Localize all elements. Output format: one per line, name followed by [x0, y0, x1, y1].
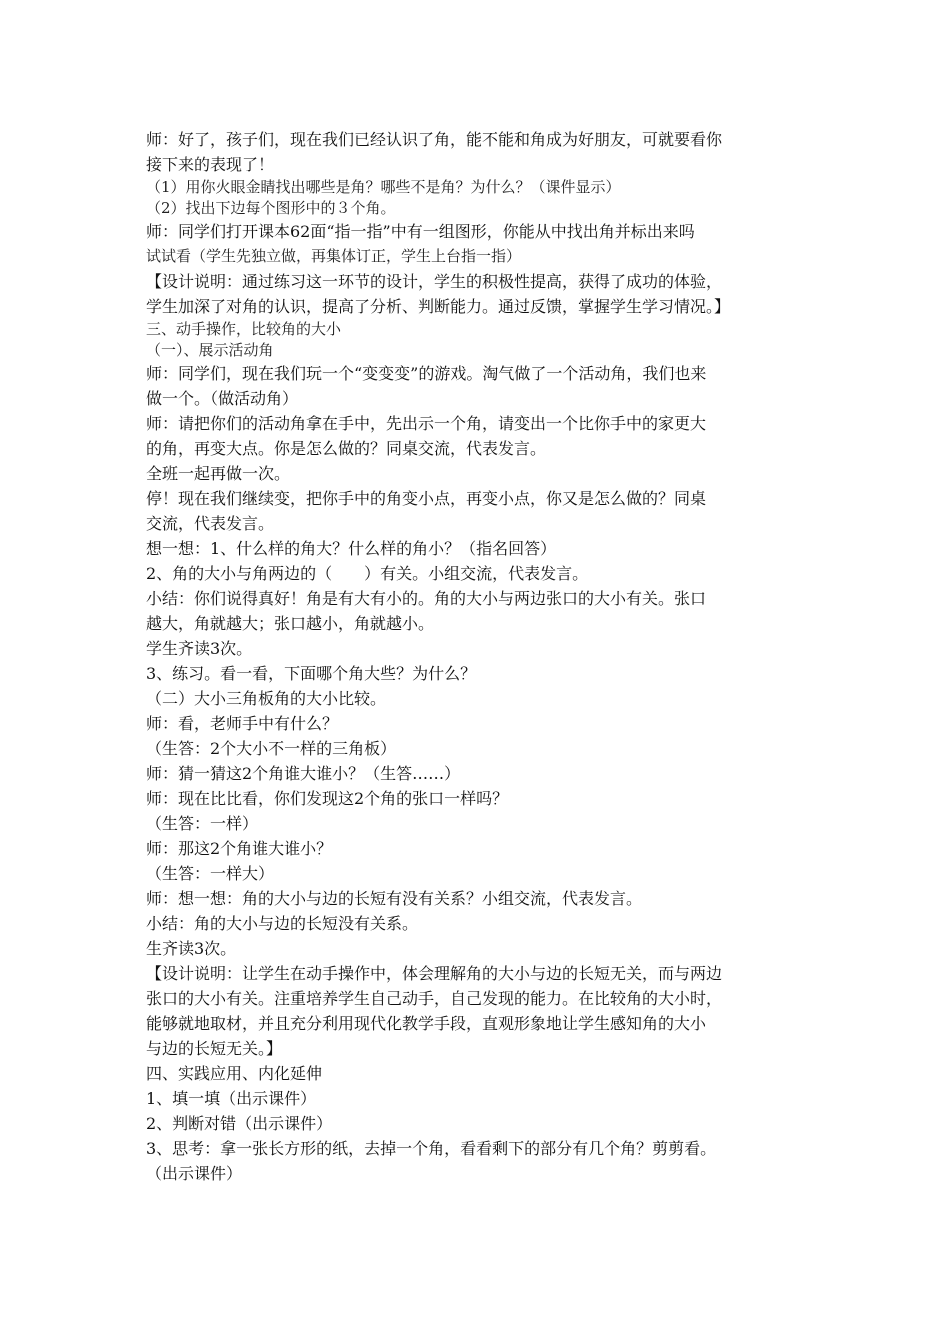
- text-line: 2、判断对错（出示课件）: [146, 1114, 333, 1133]
- text-line: 师：猜一猜这2个角谁大谁小？（生答……）: [146, 764, 461, 783]
- text-line: 越大，角就越大；张口越小，角就越小。: [146, 614, 435, 633]
- text-line: 能够就地取材，并且充分利用现代化教学手段，直观形象地让学生感知角的大小: [146, 1014, 707, 1033]
- text-line: 师：请把你们的活动角拿在手中，先出示一个角，请变出一个比你手中的家更大: [146, 414, 707, 433]
- text-line: （出示课件）: [146, 1164, 243, 1183]
- text-line: 全班一起再做一次。: [146, 464, 291, 483]
- text-line: 四、实践应用、内化延伸: [146, 1064, 323, 1083]
- text-line: 2、角的大小与角两边的（ ）有关。小组交流，代表发言。: [146, 564, 589, 583]
- text-line: 学生齐读3次。: [146, 639, 253, 658]
- document-body: [146, 127, 810, 1186]
- text-line: 师：好了，孩子们，现在我们已经认识了角，能不能和角成为好朋友，可就要看你: [146, 130, 723, 149]
- text-line: （二）大小三角板角的大小比较。: [146, 689, 387, 708]
- text-line: 【设计说明：通过练习这一环节的设计，学生的积极性提高，获得了成功的体验，: [146, 272, 723, 291]
- text-line: 试试看（学生先独立做，再集体订正，学生上台指一指）: [146, 247, 522, 265]
- text-line: 接下来的表现了！: [146, 155, 275, 174]
- text-line: 1、填一填（出示课件）: [146, 1089, 317, 1108]
- text-line: 的角，再变大点。你是怎么做的？同桌交流，代表发言。: [146, 439, 547, 458]
- text-line: 3、练习。看一看，下面哪个角大些？为什么？: [146, 664, 477, 683]
- text-line: （生答：一样）: [146, 814, 259, 833]
- text-line: 【设计说明：让学生在动手操作中，体会理解角的大小与边的长短无关，而与两边: [146, 964, 723, 983]
- text-line: （生答：一样大）: [146, 864, 275, 883]
- text-line: 与边的长短无关。】: [146, 1039, 283, 1058]
- text-line: 停！现在我们继续变，把你手中的角变小点，再变小点，你又是怎么做的？同桌: [146, 489, 707, 508]
- text-line: 学生加深了对角的认识，提高了分析、判断能力。通过反馈，掌握学生学习情况。】: [146, 297, 731, 316]
- text-line: 师：那这2个角谁大谁小？: [146, 839, 333, 858]
- text-line: 做一个。（做活动角）: [146, 389, 299, 408]
- text-line: 师：同学们打开课本62面“指一指”中有一组图形，你能从中找出角并标出来吗: [146, 222, 695, 241]
- text-line: 师：现在比比看，你们发现这2个角的张口一样吗？: [146, 789, 509, 808]
- text-line: 师：看，老师手中有什么？: [146, 714, 339, 733]
- text-line: （1）用你火眼金睛找出哪些是角？哪些不是角？为什么？（课件显示）: [146, 178, 621, 196]
- text-line: 张口的大小有关。注重培养学生自己动手，自己发现的能力。在比较角的大小时，: [146, 989, 723, 1008]
- text-line: 师：想一想：角的大小与边的长短有没有关系？小组交流，代表发言。: [146, 889, 643, 908]
- text-line: 小结：你们说得真好！角是有大有小的。角的大小与两边张口的大小有关。张口: [146, 589, 707, 608]
- text-line: 师：同学们，现在我们玩一个“变变变”的游戏。淘气做了一个活动角，我们也来: [146, 364, 707, 383]
- text-line: 小结：角的大小与边的长短没有关系。: [146, 914, 419, 933]
- text-line: 生齐读3次。: [146, 939, 237, 958]
- text-line: 三、动手操作，比较角的大小: [146, 320, 342, 338]
- text-line: （一）、展示活动角: [146, 341, 274, 359]
- text-line: 想一想：1、什么样的角大？什么样的角小？（指名回答）: [146, 539, 557, 558]
- text-line: （生答：2个大小不一样的三角板）: [146, 739, 397, 758]
- text-line: 交流，代表发言。: [146, 514, 275, 533]
- text-line: 3、思考：拿一张长方形的纸，去掉一个角，看看剩下的部分有几个角？剪剪看。: [146, 1139, 717, 1158]
- text-line: （2）找出下边每个图形中的３个角。: [146, 199, 396, 217]
